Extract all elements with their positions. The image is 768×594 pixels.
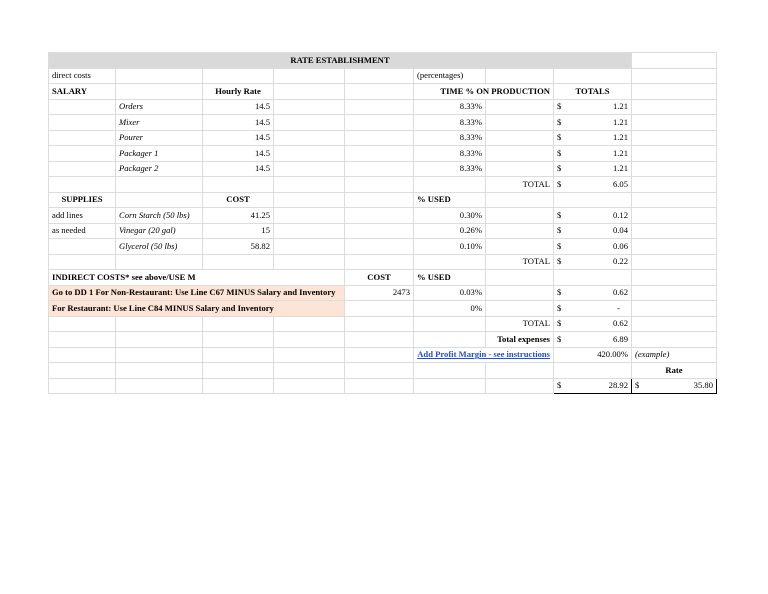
final-rate-value: 35.80 — [693, 380, 713, 391]
supply-pct: 0.30% — [414, 208, 486, 224]
indirect-total — [554, 285, 632, 301]
salary-total-value: 1.21 — [612, 101, 628, 112]
indirect-total-label: TOTAL — [486, 316, 554, 332]
table-row — [49, 130, 717, 146]
salary-total-label: TOTAL — [486, 177, 554, 193]
supply-cost: 58.82 — [203, 239, 274, 255]
indirect-total-value: 0.62 — [612, 287, 628, 298]
rate-label: Rate — [632, 363, 717, 379]
supply-total — [554, 223, 632, 239]
currency-sign: $ — [557, 163, 562, 174]
salary-pct: 8.33% — [414, 130, 486, 146]
currency-sign: $ — [557, 225, 562, 236]
table-row — [49, 146, 717, 162]
salary-name: Packager 1 — [116, 146, 203, 162]
salary-pct: 8.33% — [414, 161, 486, 177]
indirect-instruction-non-restaurant: Go to DD 1 For Non-Restaurant: Use Line C67 MINUS Salary and Inventory — [49, 285, 345, 301]
total-expenses-cell — [554, 332, 632, 348]
supply-total-value: 0.06 — [612, 240, 628, 251]
salary-total-value: 1.21 — [612, 147, 628, 158]
indirect-total-value: - — [617, 302, 620, 313]
salary-rate: 14.5 — [203, 161, 274, 177]
table-row — [49, 161, 717, 177]
supplies-total-cell — [554, 254, 632, 270]
salary-total-row — [49, 177, 717, 193]
profit-margin-link[interactable]: Add Profit Margin - see instructions — [417, 349, 550, 360]
salary-pct: 8.33% — [414, 115, 486, 131]
supply-total-value: 0.04 — [612, 225, 628, 236]
table-row — [49, 99, 717, 115]
currency-sign: $ — [557, 209, 562, 220]
table-row — [49, 239, 717, 255]
supply-total-value: 0.12 — [612, 209, 628, 220]
currency-sign: $ — [557, 147, 562, 158]
salary-pct: 8.33% — [414, 99, 486, 115]
table-row — [49, 301, 717, 317]
example-note: (example) — [632, 347, 717, 363]
salary-total-cell — [554, 177, 632, 193]
supply-name: Corn Starch (50 lbs) — [116, 208, 203, 224]
supplies-total-row — [49, 254, 717, 270]
rate-label-row — [49, 363, 717, 379]
currency-sign: $ — [557, 116, 562, 127]
indirect-cost: 2473 — [345, 285, 414, 301]
salary-total — [554, 99, 632, 115]
salary-name: Mixer — [116, 115, 203, 131]
salary-rate: 14.5 — [203, 146, 274, 162]
salary-total — [554, 115, 632, 131]
supplies-pct-header: % USED — [414, 192, 486, 208]
currency-sign: $ — [557, 333, 562, 344]
salary-name: Packager 2 — [116, 161, 203, 177]
currency-sign: $ — [557, 318, 562, 329]
percentages-label: (percentages) — [414, 68, 486, 84]
supply-pct: 0.26% — [414, 223, 486, 239]
salary-total-value: 1.21 — [612, 116, 628, 127]
supplies-note: add lines — [49, 208, 116, 224]
supply-cost: 15 — [203, 223, 274, 239]
indirect-pct: 0.03% — [414, 285, 486, 301]
salary-total — [554, 130, 632, 146]
final-rate-cell — [632, 378, 717, 394]
salary-total-value: 1.21 — [612, 132, 628, 143]
currency-sign: $ — [557, 178, 562, 189]
hourly-rate-header: Hourly Rate — [203, 84, 274, 100]
supply-total — [554, 239, 632, 255]
labels-row — [49, 68, 717, 84]
supplies-note: as needed — [49, 223, 116, 239]
salary-total — [554, 146, 632, 162]
indirect-total — [554, 301, 632, 317]
table-row — [49, 223, 717, 239]
table-row — [49, 115, 717, 131]
salary-total-value: 6.05 — [612, 178, 628, 189]
salary-section-label: SALARY — [49, 84, 116, 100]
supply-cost: 41.25 — [203, 208, 274, 224]
supply-pct: 0.10% — [414, 239, 486, 255]
currency-sign: $ — [557, 302, 562, 313]
supply-name: Vinegar (20 gal) — [116, 223, 203, 239]
salary-rate: 14.5 — [203, 130, 274, 146]
total-expenses-value: 6.89 — [612, 333, 628, 344]
final-cost-cell — [554, 378, 632, 394]
indirect-header-row — [49, 270, 717, 286]
supplies-header-row — [49, 192, 717, 208]
indirect-section-label: INDIRECT COSTS* see above/USE M — [49, 270, 345, 286]
currency-sign: $ — [557, 380, 562, 391]
currency-sign: $ — [557, 240, 562, 251]
supplies-cost-header: COST — [203, 192, 274, 208]
currency-sign: $ — [557, 256, 562, 267]
indirect-total-cell — [554, 316, 632, 332]
total-expenses-label: Total expenses — [486, 332, 554, 348]
currency-sign: $ — [557, 287, 562, 298]
salary-pct: 8.33% — [414, 146, 486, 162]
direct-costs-label: direct costs — [49, 68, 116, 84]
indirect-instruction-restaurant: For Restaurant: Use Line C84 MINUS Salary and Inventory — [49, 301, 345, 317]
final-rate-row — [49, 378, 717, 394]
totals-header: TOTALS — [554, 84, 632, 100]
currency-sign: $ — [635, 380, 640, 391]
salary-total — [554, 161, 632, 177]
salary-total-value: 1.21 — [612, 163, 628, 174]
profit-margin-value: 420.00% — [554, 347, 632, 363]
supplies-total-label: TOTAL — [486, 254, 554, 270]
salary-header-row — [49, 84, 717, 100]
indirect-pct-header: % USED — [414, 270, 486, 286]
supply-name: Glycerol (50 lbs) — [116, 239, 203, 255]
currency-sign: $ — [557, 132, 562, 143]
sheet-title: RATE ESTABLISHMENT — [49, 53, 632, 69]
salary-name: Orders — [116, 99, 203, 115]
salary-rate: 14.5 — [203, 115, 274, 131]
total-expenses-row — [49, 332, 717, 348]
final-cost-value: 28.92 — [608, 380, 628, 391]
indirect-total-row — [49, 316, 717, 332]
title-row — [49, 53, 717, 69]
table-row — [49, 208, 717, 224]
supplies-total-value: 0.22 — [612, 256, 628, 267]
profit-margin-row — [49, 347, 717, 363]
supply-total — [554, 208, 632, 224]
salary-rate: 14.5 — [203, 99, 274, 115]
table-row — [49, 285, 717, 301]
time-on-production-header: TIME % ON PRODUCTION — [414, 84, 554, 100]
salary-name: Pourer — [116, 130, 203, 146]
supplies-section-label: SUPPLIES — [49, 192, 116, 208]
indirect-total-value: 0.62 — [612, 318, 628, 329]
currency-sign: $ — [557, 101, 562, 112]
rate-establishment-sheet — [48, 52, 717, 394]
indirect-cost-header: COST — [345, 270, 414, 286]
indirect-pct: 0% — [414, 301, 486, 317]
